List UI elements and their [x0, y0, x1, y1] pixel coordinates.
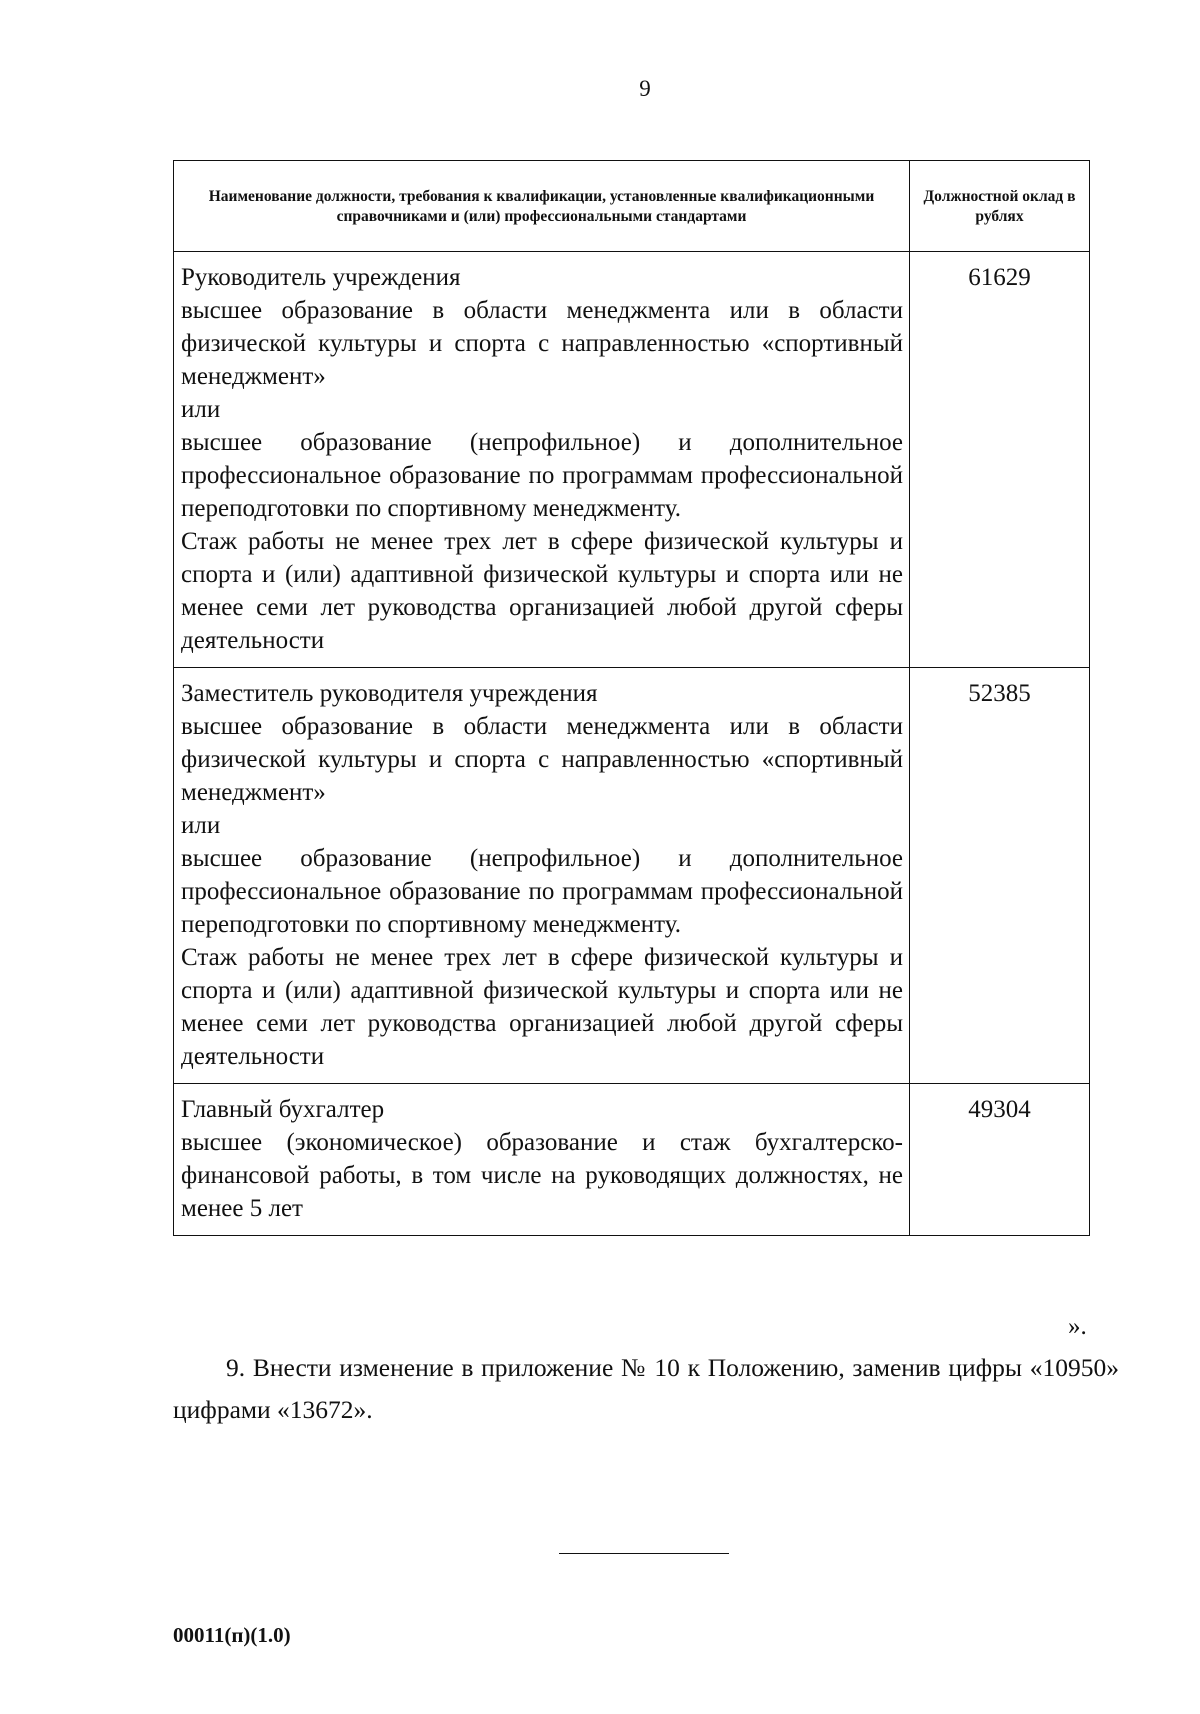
position-cell — [174, 252, 910, 668]
position-requirement: высшее образование (непрофильное) и дополнительное профессиональное образование по программам профессиональной переподготовки по спортивному менеджменту. — [181, 845, 903, 938]
position-cell — [174, 1084, 910, 1236]
position-title: Заместитель руководителя учреждения — [181, 680, 598, 707]
position-requirement: Стаж работы не менее трех лет в сфере физической культуры и спорта и (или) адаптивной физической культуры и спорта или не менее семи лет руководства организацией любой другой сферы деятельности — [181, 944, 903, 1070]
position-requirement-or: или — [181, 812, 221, 839]
table-row — [174, 668, 1090, 1084]
salary-value: 49304 — [910, 1084, 1090, 1236]
position-requirement: высшее образование в области менеджмента или в области физической культуры и спорта с направленностью «спортивный менеджмент» — [181, 297, 903, 390]
salary-value: 61629 — [910, 252, 1090, 668]
position-requirement: высшее (экономическое) образование и стаж бухгалтерско-финансовой работы, в том числе на руководящих должностях, не менее 5 лет — [181, 1129, 903, 1222]
position-requirement-or: или — [181, 396, 221, 423]
position-cell — [174, 668, 910, 1084]
page-number: 9 — [639, 76, 651, 101]
position-title: Главный бухгалтер — [181, 1096, 385, 1123]
table-row — [174, 252, 1090, 668]
closing-quote: ». — [1068, 1313, 1087, 1340]
position-requirement: высшее образование в области менеджмента или в области физической культуры и спорта с направленностью «спортивный менеджмент» — [181, 713, 903, 806]
header-position: Наименование должности, требования к квалификации, установленные квалификационными справочниками и (или) профессиональными стандартами — [174, 161, 910, 252]
separator-line — [559, 1553, 729, 1554]
position-title: Руководитель учреждения — [181, 264, 461, 291]
salary-value: 52385 — [910, 668, 1090, 1084]
document-code: 00011(п)(1.0) — [173, 1623, 291, 1647]
table-header-row — [174, 161, 1090, 252]
salary-table — [173, 160, 1090, 1236]
header-salary: Должностной оклад в рублях — [910, 161, 1090, 252]
position-requirement: Стаж работы не менее трех лет в сфере физической культуры и спорта и (или) адаптивной физической культуры и спорта или не менее семи лет руководства организацией любой другой сферы деятельности — [181, 528, 903, 654]
table-row — [174, 1084, 1090, 1236]
position-requirement: высшее образование (непрофильное) и дополнительное профессиональное образование по программам профессиональной переподготовки по спортивному менеджменту. — [181, 429, 903, 522]
amendment-paragraph: 9. Внести изменение в приложение № 10 к Положению, заменив цифры «10950» цифрами «13672». — [173, 1353, 1119, 1424]
